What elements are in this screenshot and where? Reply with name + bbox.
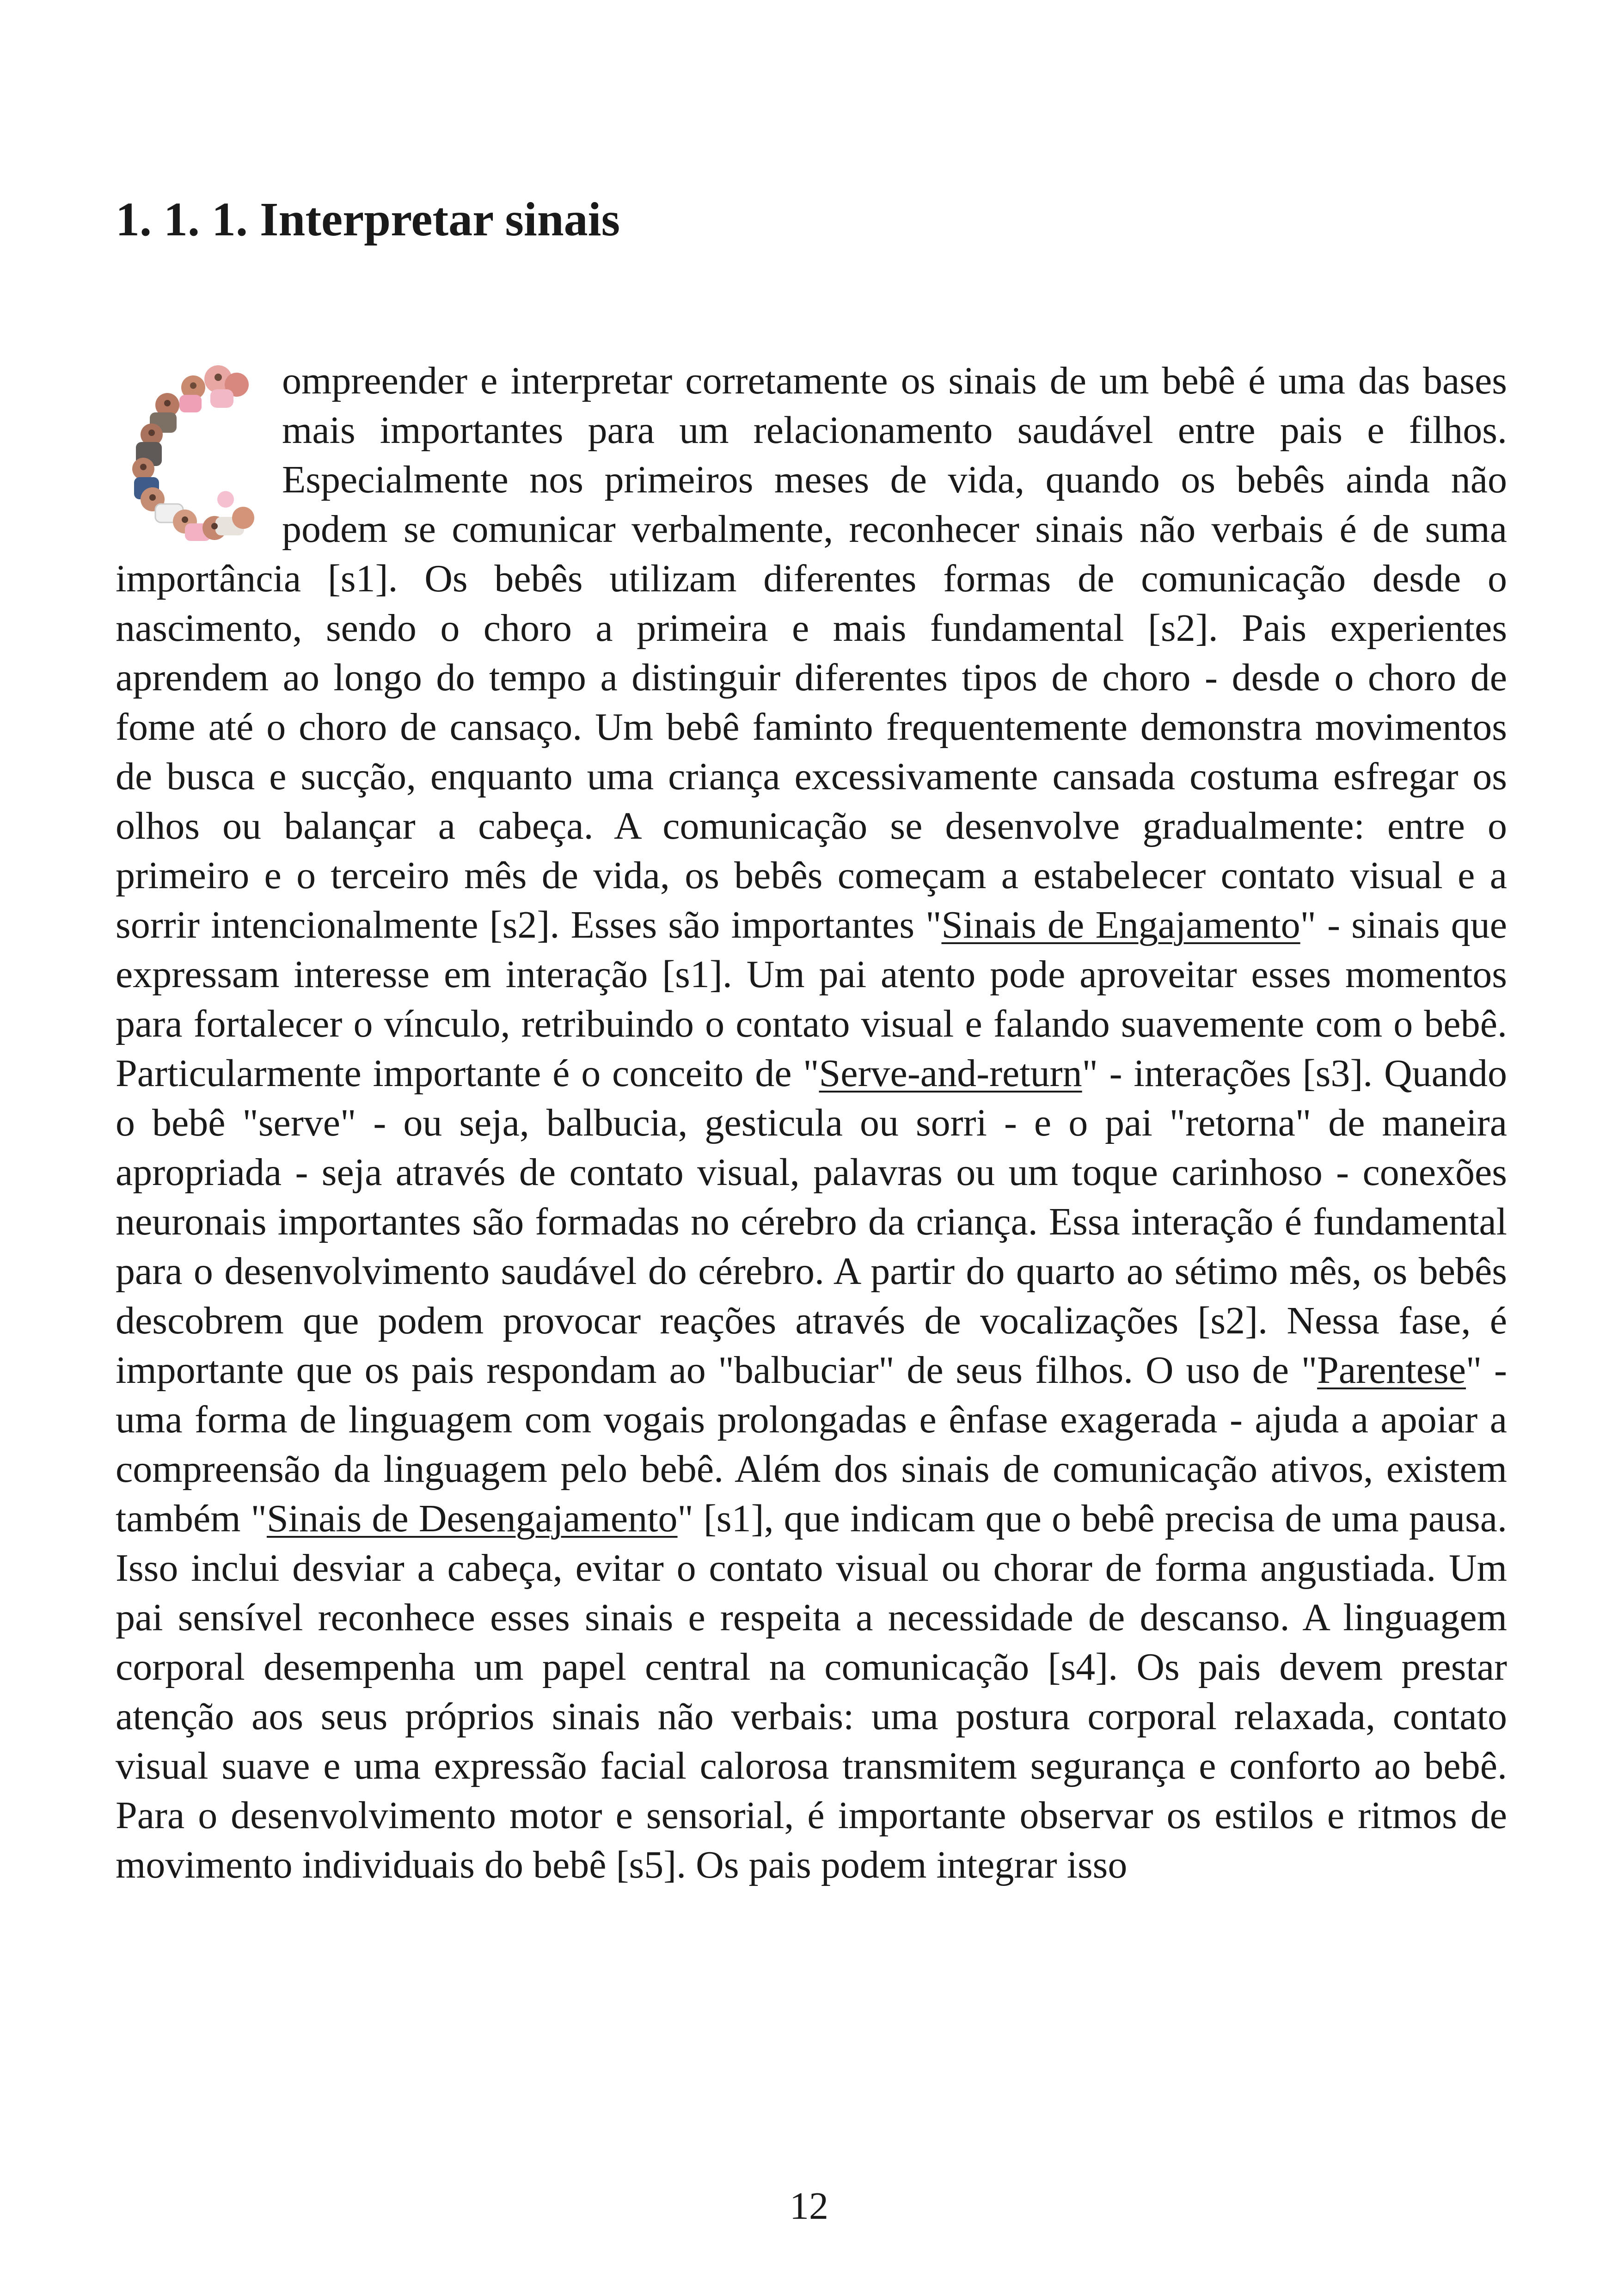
- citation-ref: [s4]: [1048, 1645, 1109, 1688]
- citation-ref: [s1]: [327, 557, 388, 600]
- section-heading: 1. 1. 1. Interpretar sinais: [116, 193, 620, 246]
- text-run: . Esses são importantes ": [550, 903, 942, 946]
- citation-ref: [s1]: [662, 953, 723, 996]
- text-run: . Os pais podem integrar isso: [676, 1843, 1128, 1886]
- text-run: . Quando o bebê "serve" - ou seja, balbucia, gesticula ou sorri - e o pai "retorna" de maneira apropriada - seja através de contato visual, palavras ou um toque carinhoso - conexões neuronais importantes são formadas no cérebro da criança. Essa interação é fundamental para o desenvolvimento saudável do cérebro. A partir do quarto ao sétimo mês, os bebês descobrem que podem provocar reações através de vocalizações: [116, 1052, 1507, 1342]
- citation-ref: [s1]: [703, 1497, 764, 1540]
- text-run: . Os bebês utilizam diferentes formas de comunicação desde o nascimento, sendo o choro a primeira e mais fundamental: [116, 557, 1507, 650]
- citation-ref: [s2]: [489, 903, 550, 946]
- page-number: 12: [790, 2185, 828, 2228]
- text-run: " - interações: [1082, 1052, 1303, 1095]
- citation-ref: [s2]: [1148, 607, 1208, 650]
- text-run: " - uma forma de linguagem com vogais prolongadas e ênfase exagerada - ajuda a apoiar a compreensão da linguagem pelo bebê. Além dos sinais de comunicação ativos, existem também ": [116, 1349, 1508, 1540]
- text-run: . Pais experientes aprendem ao longo do tempo a distinguir diferentes tipos de choro - desde o choro de fome até o choro de cansaço. Um bebê faminto frequentemente demonstra movimentos de busca e sucção, enquanto uma criança excessivamente cansada costuma esfregar os olhos ou balançar a cabeça. A comunicação se desenvolve gradualmente: entre o primeiro e o terceiro mês de vida, os bebês começam a estabelecer contato visual e a sorrir intencionalmente: [116, 607, 1508, 946]
- text-run: . Os pais devem prestar atenção aos seus próprios sinais não verbais: uma postura corporal relaxada, contato visual suave e uma expressão facial calorosa transmitem segurança e conforto ao bebê. Para o desenvolvimento motor e sensorial, é importante observar os estilos e ritmos de movimento individuais do bebê: [116, 1645, 1508, 1886]
- text-run: ": [677, 1497, 704, 1540]
- text-run: . Um pai atento pode aproveitar esses momentos para fortalecer o vínculo, retribuindo o contato visual e falando suavemente com o bebê. Particularmente importante é o conceito de ": [116, 953, 1507, 1095]
- text-run: ompreender e interpretar corretamente os sinais de um bebê é uma das bases mais importantes para um relacionamento saudável entre pais e filhos. Especialmente nos primeiros meses de vida, quando os bebês ainda não podem se comunicar verbalmente, reconhecer sinais não verbais é de suma importância: [116, 359, 1507, 600]
- citation-ref: [s2]: [1197, 1299, 1258, 1342]
- text-run: . Nessa fase, é importante que os pais respondam ao "balbuciar" de seus filhos. O uso de ": [116, 1299, 1507, 1392]
- term-sinais-de-engajamento: Sinais de Engajamento: [941, 903, 1300, 946]
- term-parentese: Parentese: [1317, 1349, 1466, 1392]
- term-sinais-de-desengajamento: Sinais de Desengajamento: [266, 1497, 678, 1540]
- text-run: , que indicam que o bebê precisa de uma pausa. Isso inclui desviar a cabeça, evitar o contato visual ou chorar de forma angustiada. Um pai sensível reconhece esses sinais e respeita a necessidade de descanso. A linguagem corporal desempenha um papel central na comunicação: [116, 1497, 1507, 1688]
- term-serve-and-return: Serve-and-return: [819, 1052, 1082, 1095]
- text-run: " - sinais que expressam interesse em interação: [116, 903, 1507, 996]
- letter-c-made-of-family-photo-icon: [116, 361, 264, 553]
- body-paragraph: [116, 356, 1507, 1890]
- citation-ref: [s5]: [616, 1843, 677, 1886]
- citation-ref: [s3]: [1302, 1052, 1363, 1095]
